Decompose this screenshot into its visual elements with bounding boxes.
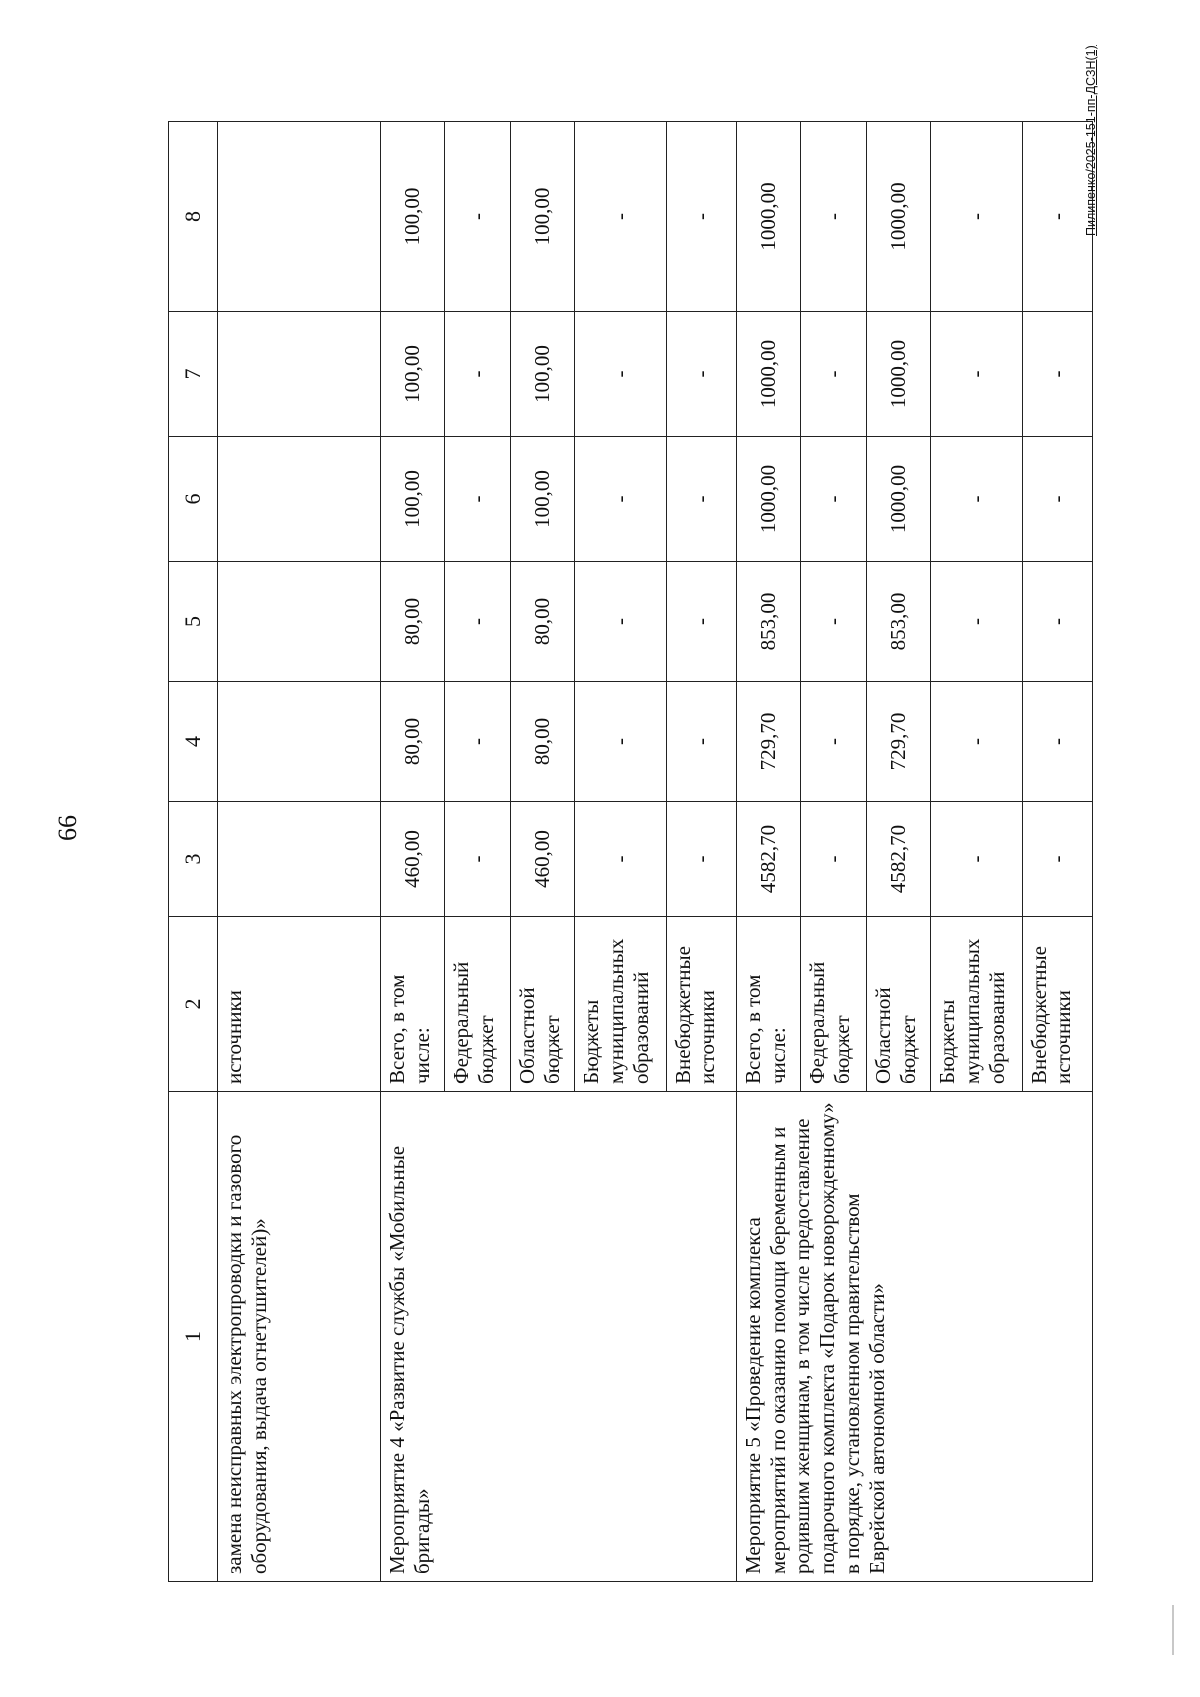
amount-cell: - [931,562,1022,682]
amount-cell: - [1022,682,1092,802]
amount-cell: - [445,802,511,917]
amount-cell: 853,00 [736,562,800,682]
empty-cell [218,122,380,312]
source-cell: источники [218,917,380,1092]
amount-cell: - [801,122,867,312]
amount-cell: 80,00 [510,682,574,802]
amount-cell: - [931,802,1022,917]
measure-title-cell: Мероприятие 5 «Проведение комплекса мероприятий по оказанию помощи беременным и родившим женщинам, в том числе предоставление подарочного комплекта «Подарок новорожденному» в порядке, установленном правительством Еврейской автономной области» [736,1092,1092,1582]
header-row [169,122,218,1582]
amount-cell: 1000,00 [736,437,800,562]
scan-edge-mark [1172,1605,1174,1655]
amount-cell: 1000,00 [867,122,931,312]
amount-cell: - [575,562,666,682]
measure-cell: замена неисправных электропроводки и газового оборудования, выдача огнетушителей)» [218,1092,380,1582]
amount-cell: 460,00 [380,802,444,917]
amount-cell: 100,00 [510,437,574,562]
amount-cell: - [1022,562,1092,682]
amount-cell: 80,00 [380,682,444,802]
amount-cell: - [575,802,666,917]
header-cell: 7 [169,312,218,437]
funding-source-cell: Бюджеты муниципальных образований [575,917,666,1092]
amount-cell: - [666,122,736,312]
funding-source-cell: Внебюджетные источники [1022,917,1092,1092]
funding-source-cell: Федеральный бюджет [445,917,511,1092]
amount-cell: - [931,312,1022,437]
amount-cell: - [445,682,511,802]
amount-cell: - [445,562,511,682]
amount-cell: 1000,00 [736,312,800,437]
amount-cell: - [666,802,736,917]
header-cell: 4 [169,682,218,802]
funding-source-cell: Областной бюджет [867,917,931,1092]
header-cell: 6 [169,437,218,562]
amount-cell: 729,70 [867,682,931,802]
header-cell: 3 [169,802,218,917]
amount-cell: 1000,00 [867,312,931,437]
funding-source-cell: Федеральный бюджет [801,917,867,1092]
empty-cell [218,802,380,917]
funding-source-cell: Областной бюджет [510,917,574,1092]
amount-cell: - [931,437,1022,562]
amount-cell: - [801,437,867,562]
amount-cell: - [1022,437,1092,562]
amount-cell: - [931,682,1022,802]
rotated-table-container [168,122,1093,1582]
amount-cell: - [1022,312,1092,437]
amount-cell: - [445,437,511,562]
amount-cell: 80,00 [510,562,574,682]
amount-cell: 100,00 [380,312,444,437]
amount-cell: 4582,70 [736,802,800,917]
amount-cell: - [575,312,666,437]
amount-cell: 100,00 [380,437,444,562]
measure-title-cell: Мероприятие 4 «Развитие службы «Мобильные бригады» [380,1092,736,1582]
empty-cell [218,437,380,562]
empty-cell [218,312,380,437]
amount-cell: 4582,70 [867,802,931,917]
empty-cell [218,682,380,802]
amount-cell: 853,00 [867,562,931,682]
amount-cell: - [666,312,736,437]
amount-cell: 100,00 [510,312,574,437]
amount-cell: - [1022,122,1092,312]
amount-cell: 80,00 [380,562,444,682]
amount-cell: 1000,00 [736,122,800,312]
page-number: 66 [53,815,82,841]
amount-cell: - [1022,802,1092,917]
amount-cell: - [666,437,736,562]
amount-cell: 460,00 [510,802,574,917]
amount-cell: - [801,682,867,802]
amount-cell: - [575,682,666,802]
budget-table [168,121,1093,1582]
continuation-row [218,122,380,1582]
amount-cell: 100,00 [510,122,574,312]
amount-cell: 1000,00 [867,437,931,562]
header-cell: 5 [169,562,218,682]
amount-cell: - [931,122,1022,312]
empty-cell [218,562,380,682]
header-cell: 2 [169,917,218,1092]
header-cell: 8 [169,122,218,312]
amount-cell: - [666,562,736,682]
table-row [380,122,444,1582]
amount-cell: - [575,122,666,312]
funding-source-cell: Всего, в том числе: [736,917,800,1092]
funding-source-cell: Внебюджетные источники [666,917,736,1092]
header-cell: 1 [169,1092,218,1582]
amount-cell: - [801,802,867,917]
amount-cell: 729,70 [736,682,800,802]
funding-source-cell: Всего, в том числе: [380,917,444,1092]
funding-source-cell: Бюджеты муниципальных образований [931,917,1022,1092]
amount-cell: 100,00 [380,122,444,312]
amount-cell: - [801,312,867,437]
amount-cell: - [445,122,511,312]
amount-cell: - [801,562,867,682]
table-row [736,122,800,1582]
amount-cell: - [666,682,736,802]
document-stamp: Пилипенко/2025-151-пп-ДСЗН(1) [1084,45,1098,236]
amount-cell: - [575,437,666,562]
amount-cell: - [445,312,511,437]
